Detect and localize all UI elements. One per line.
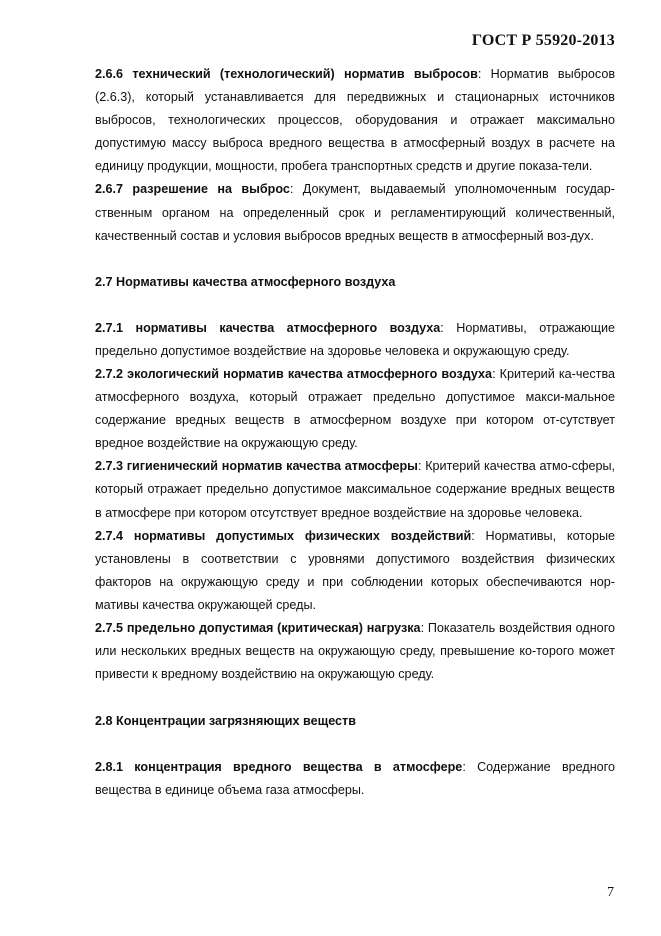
section-heading-2-8: 2.8 Концентрации загрязняющих веществ <box>95 714 356 729</box>
term-number: 2.8.1 <box>95 760 124 775</box>
term-2-6-7 <box>95 178 615 247</box>
term-number: 2.7.5 <box>95 620 124 635</box>
term-2-8-1 <box>95 756 615 802</box>
term-number: 2.6.6 <box>95 67 124 81</box>
term-definition: : Документ, выдаваемый уполномоченным государ-ственным органом на определенный срок и регламентирующий количественный, качественный состав и условия выбросов вредных веществ в атмосферный воз-дух. <box>95 182 615 243</box>
term-title: нормативы допустимых физических воздействий <box>133 528 472 543</box>
page-number: 7 <box>607 885 614 900</box>
term-2-7-4 <box>95 525 615 617</box>
term-title: разрешение на выброс <box>132 182 290 197</box>
term-number: 2.7.1 <box>95 320 124 335</box>
term-title: экологический норматив качества атмосферного воздуха <box>127 366 493 381</box>
term-title: технический (технологический) норматив выбросов <box>132 67 478 81</box>
term-2-7-1 <box>95 317 615 363</box>
document-content <box>95 63 615 802</box>
term-2-7-5 <box>95 617 615 686</box>
term-2-7-2 <box>95 363 615 455</box>
term-2-7-3 <box>95 455 615 524</box>
term-definition: : Норматив выбросов (2.6.3), который устанавливается для передвижных и стационарных источников выбросов, технологических процессов, оборудования и отражает максимально допустимую массу выброса вредного вещества в атмосферный воздух в расчете на единицу продукции, мощности, пробега транспортных средств и другие показа-тели. <box>95 67 616 174</box>
term-number: 2.6.7 <box>95 182 124 197</box>
term-definition: : Нормативы, которые установлены в соответствии с уровнями допустимого воздействия физических факторов на окружающую среду и при соблюдении которых обеспечиваются нор-мативы качества окружающей среды. <box>95 528 615 612</box>
term-definition: : Показатель воздействия одного или нескольких вредных веществ на окружающую среду, превышение ко-торого может привести к вредному воздействию на окружающую среду. <box>95 620 616 682</box>
term-title: предельно допустимая (критическая) нагрузка <box>126 620 421 635</box>
term-number: 2.7.3 <box>95 459 124 474</box>
document-code-header: ГОСТ Р 55920-2013 <box>471 32 615 49</box>
term-2-6-6 <box>95 63 615 178</box>
term-title: гигиенический норматив качества атмосферы <box>126 459 418 474</box>
term-definition: : Критерий качества атмо-сферы, который отражает предельно допустимое максимальное содержание вредных веществ в атмосфере при котором отсутствует вредное воздействие на здоровье человека. <box>95 459 616 520</box>
term-title: нормативы качества атмосферного воздуха <box>135 320 441 335</box>
term-definition: : Нормативы, отражающие предельно допустимое воздействие на здоровье человека и окружающую среду. <box>95 320 615 358</box>
term-definition: : Содержание вредного вещества в единице объема газа атмосферы. <box>95 760 615 798</box>
term-definition: : Критерий ка-чества атмосферного воздуха, который отражает предельно допустимое макси-мальное содержание вредных веществ в атмосферном воздухе при котором от-сутствует вредное воздействие на окружающую среду. <box>95 366 616 451</box>
term-title: концентрация вредного вещества в атмосфере <box>134 760 463 775</box>
term-number: 2.7.2 <box>95 366 124 381</box>
term-number: 2.7.4 <box>95 528 124 543</box>
section-heading-2-7: 2.7 Нормативы качества атмосферного воздуха <box>95 274 396 289</box>
